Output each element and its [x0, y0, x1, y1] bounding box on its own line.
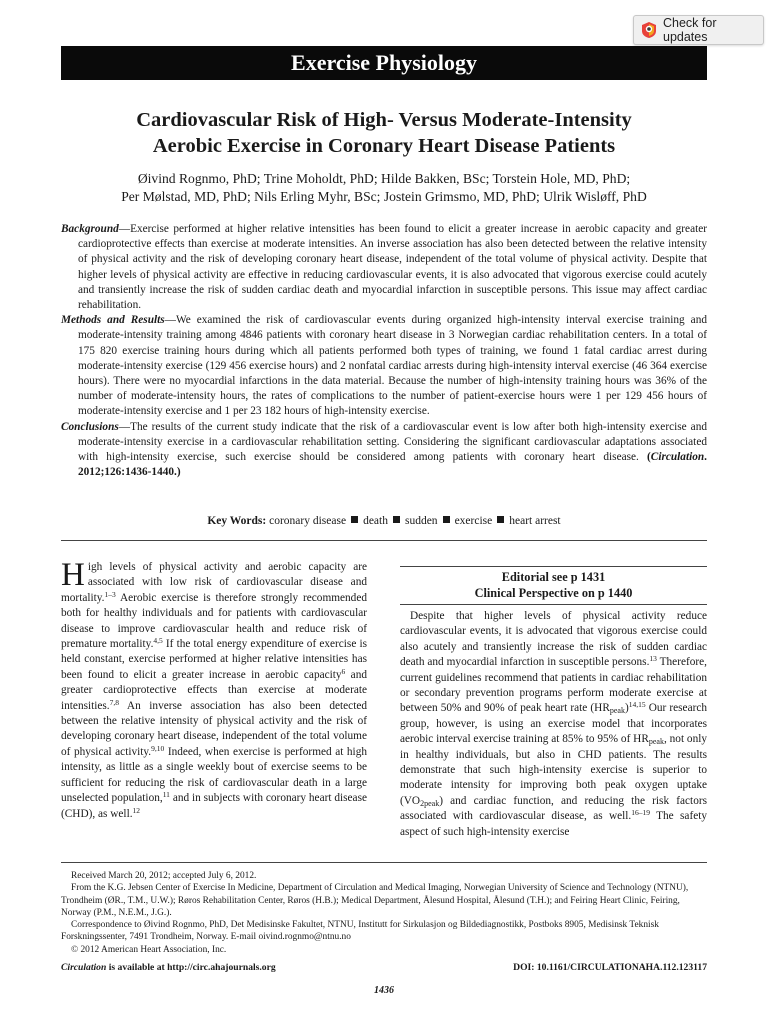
reference: 11	[162, 790, 170, 800]
title-line-1: Cardiovascular Risk of High- Versus Moderate-Intensity	[136, 109, 632, 131]
keyword: heart arrest	[509, 515, 561, 527]
footnotes	[61, 870, 707, 956]
keyword: coronary disease	[269, 515, 347, 527]
title-line-2: Aerobic Exercise in Coronary Heart Disease Patients	[152, 135, 616, 157]
reference: 7,8	[109, 697, 120, 707]
reference: 1–3	[104, 589, 116, 599]
drop-cap: H	[61, 557, 85, 593]
reference: 13	[649, 654, 657, 664]
section-banner: Exercise Physiology	[61, 46, 707, 80]
subscript: peak	[648, 737, 664, 747]
key-words-label: Key Words:	[207, 515, 267, 527]
abstract-background	[61, 222, 707, 313]
affiliations: From the K.G. Jebsen Center of Exercise In Medicine, Department of Circulation and Medical Imaging, Norwegian University of Science and Technology (NTNU), Trondheim (ØR., T.M., U.W.); Røros Rehabilitation Center, Røros (H.B.); Medical Department, Ålesund Hospital, Ålesund (T.H.); and Feiring Heart Clinic, Feiring, Norway (P.M., N.E.M., J.G.).	[61, 883, 689, 918]
keyword: sudden	[404, 515, 438, 527]
bullet-square-icon	[443, 516, 450, 523]
correspondence: Correspondence to Øivind Rognmo, PhD, Det Medisinske Fakultet, NTNU, Institutt for Sirkulasjon og Bildediagnostikk, Postboks 8905, Medisinsk Teknisk Forskningssenter, 7491 Trondheim, Norway. E-mail oivind.rognmo@ntnu.no	[61, 920, 659, 943]
bullet-square-icon	[393, 516, 400, 523]
authors-line-1: Øivind Rognmo, PhD; Trine Moholdt, PhD; Hilde Bakken, BSc; Torstein Hole, MD, PhD;	[137, 171, 631, 186]
reference: 12	[132, 805, 141, 815]
journal-name: Circulation	[61, 962, 107, 973]
body-text: , not only in healthy individuals, but also in CHD patients. The results demonstrate that such high-intensity exercise is superior to moderate intensity for improving both peak oxygen uptake (VO	[400, 733, 707, 807]
authors-line-2: Per Mølstad, MD, PhD; Nils Erling Myhr, BSc; Jostein Grimsmo, MD, PhD; Ulrik Wisløff, PhD	[121, 189, 647, 204]
abstract-methods	[61, 313, 707, 419]
background-heading: Background	[61, 223, 119, 235]
reference: 16–19	[631, 808, 650, 818]
footnote-divider	[61, 862, 707, 863]
editorial-link[interactable]: Editorial see p 1431	[501, 570, 606, 584]
conclusions-text: —The results of the current study indicate that the risk of a cardiovascular event is low after both high-intensity exercise and moderate-intensity exercise in a cardiovascular rehabilitation setting. Considering the significant cardiovascular adaptations associated with high-intensity exercise, such exercise should be considered among patients with coronary heart disease.	[78, 420, 707, 464]
copyright: © 2012 American Heart Association, Inc.	[71, 944, 227, 955]
body-paragraph	[400, 609, 707, 840]
editorial-box	[400, 566, 707, 605]
doi[interactable]: DOI: 10.1161/CIRCULATIONAHA.112.123117	[513, 962, 707, 973]
intro-paragraph	[61, 557, 367, 822]
body-text: )	[624, 702, 629, 715]
methods-text: —We examined the risk of cardiovascular events during organized high-intensity interval exercise training and moderate-intensity training among 4846 patients with coronary heart disease in 3 Norwegian cardiac rehabilitation centers. In a total of 175 820 exercise training hours during which all patients performed both types of training, we found 1 fatal cardiac arrest during moderate-intensity exercise (129 456 exercise hours) and 2 nonfatal cardiac arrests during high-intensity interval exercise (46 364 exercise hours). There were no myocardial infarctions in the data material. Because the number of high-intensity training hours was 36% of the number of moderate-intensity hours, the rates of complications to the number of patient-exercise hours were 1 per 129 456 hours of moderate-intensity exercise and 1 per 23 182 hours of high-intensity exercise.	[78, 314, 707, 418]
background-text: —Exercise performed at higher relative intensities has been found to elicit a greater increase in aerobic capacity and greater cardioprotective effects than exercise at moderate intensities. An inverse association has also been detected between the relative intensity of physical activity and the risk of developing coronary heart disease, independent of the total volume of physical activity. Despite that higher levels of physical activity are effective in reducing cardiovascular events, it is also advocated that vigorous exercise could acutely and transiently increase the risk of sudden cardiac death and myocardial infarction in susceptible persons. This issue may affect cardiac rehabilitation.	[78, 223, 707, 312]
divider	[61, 540, 707, 541]
reference: 9,10	[151, 743, 165, 753]
methods-heading: Methods and Results	[61, 314, 165, 327]
body-text: Despite that higher levels of physical activity reduce cardiovascular events, it is advocated that vigorous exercise could also acutely and transiently increase the risk of sudden cardiac death and myocardial infarction in susceptible persons.	[400, 610, 707, 669]
subscript: peak	[609, 706, 625, 716]
body-left-column	[61, 557, 367, 822]
body-text: Our research group, however, is using an exercise model that incorporates aerobic interval exercise training at 85% to 95% of HR	[400, 702, 708, 746]
body-text: An inverse association has also been detected between the relative intensity of physical activity and the risk of developing coronary heart disease, independent of the total volume of physical activity.	[61, 699, 367, 758]
body-right-column	[400, 566, 707, 840]
body-text: Aerobic exercise is therefore strongly recommended both for healthy individuals and for patients with cardiovascular disease to improve cardiovascular health and reduce risk of premature mortality.	[61, 591, 367, 651]
body-text: and in subjects with coronary heart disease (CHD), as well.	[61, 792, 367, 820]
citation-journal: Circulation	[650, 451, 705, 464]
abstract	[61, 222, 707, 480]
article-title	[40, 107, 728, 159]
body-text: and greater cardioprotective effects than exercise at moderate intensities.	[61, 668, 367, 712]
crossmark-icon	[641, 21, 657, 39]
body-text: Indeed, when exercise is performed at high intensity, as little as a single weekly bout of exercise seems to be sufficient for reducing the risk of cardiovascular death in a large unselected population,	[61, 745, 367, 805]
citation-details: . 2012;126:1436-1440.)	[78, 451, 707, 479]
check-for-updates-label: Check for updates	[663, 16, 717, 44]
body-text: Therefore, current guidelines recommend that patients in cardiac rehabilitation or secondary prevention programs perform moderate exercise at between 50% and 90% of peak heart rate (HR	[400, 656, 707, 715]
body-text: If the total energy expenditure of exercise is held constant, exercise performed at higher relative intensities has been found to elicit a greater increase in aerobic capacity	[61, 638, 367, 681]
abstract-conclusions	[61, 420, 707, 481]
page-footer	[61, 962, 707, 974]
bullet-square-icon	[351, 516, 358, 523]
reference: 14,15	[628, 700, 646, 710]
check-for-updates-button[interactable]	[633, 15, 764, 45]
body-text: ) and cardiac function, and reducing the risk factors associated with cardiovascular disease, as well.	[400, 794, 707, 823]
journal-url[interactable]: is available at http://circ.ahajournals.org	[106, 962, 276, 973]
key-words	[61, 513, 707, 529]
body-text: igh levels of physical activity and aerobic capacity are associated with low risk of cardiovascular disease and mortality.	[61, 561, 367, 604]
journal-availability	[61, 962, 276, 974]
page-number: 1436	[374, 985, 394, 996]
subscript: 2peak	[420, 798, 440, 808]
reference: 4,5	[153, 636, 163, 646]
received-dates: Received March 20, 2012; accepted July 6, 2012.	[71, 871, 257, 881]
keyword: death	[363, 515, 388, 527]
bullet-square-icon	[497, 516, 504, 523]
body-text: The safety aspect of such high-intensity exercise	[400, 810, 708, 838]
keyword: exercise	[454, 515, 493, 527]
clinical-perspective-link[interactable]: Clinical Perspective on p 1440	[474, 586, 633, 600]
conclusions-heading: Conclusions	[61, 420, 119, 433]
citation-open: (	[647, 451, 651, 464]
author-list	[40, 170, 728, 206]
reference: 6	[341, 666, 346, 676]
